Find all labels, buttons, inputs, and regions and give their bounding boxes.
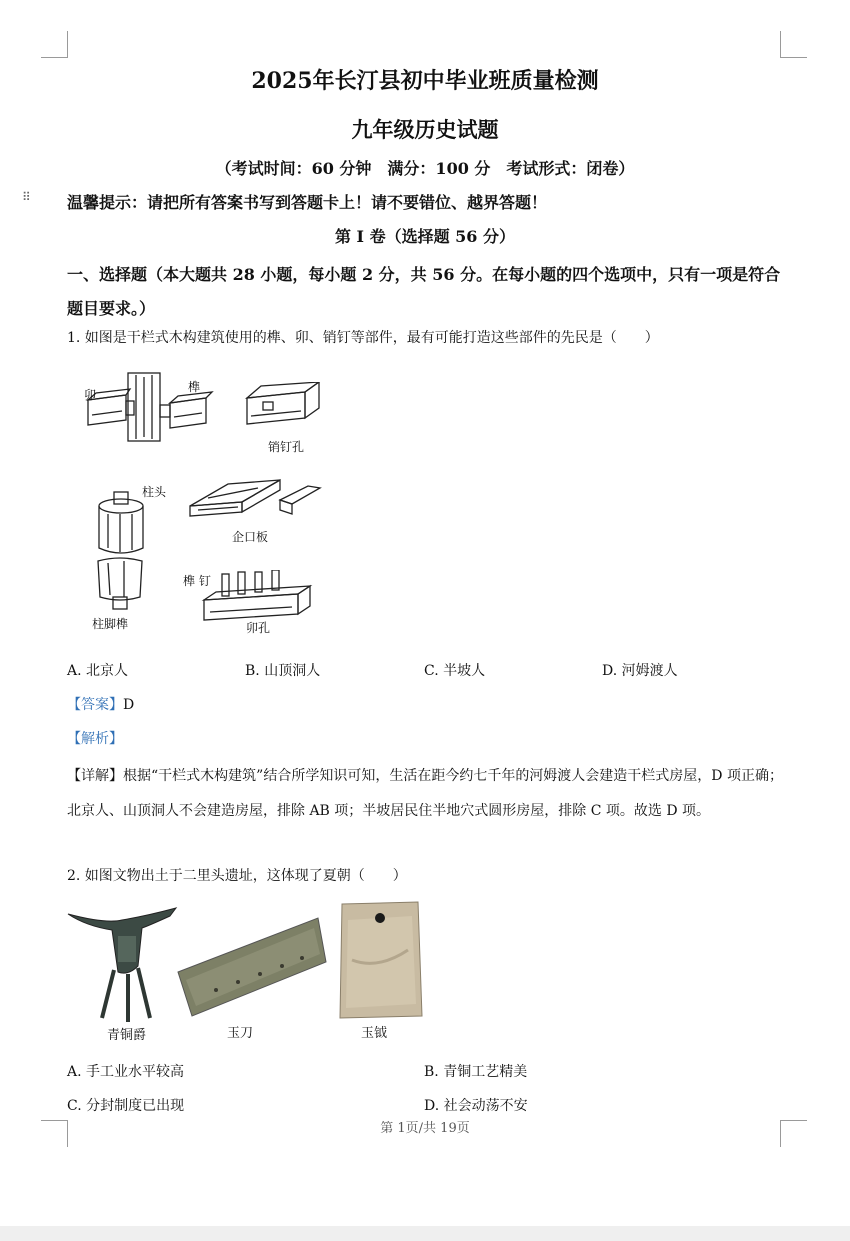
crop-mark-top-right <box>780 31 807 58</box>
crop-mark-top-left <box>41 31 68 58</box>
jade-knife-image <box>176 914 328 1018</box>
q1-option-a[interactable]: A. 北京人 <box>67 663 129 679</box>
mortise-tenon-drawing <box>78 365 218 445</box>
label-jade-knife: 玉刀 <box>227 1026 254 1041</box>
exam-subtitle: 九年级历史试题 <box>351 117 499 142</box>
q1-option-c[interactable]: C. 半坡人 <box>424 663 486 679</box>
label-bronze-jue: 青铜爵 <box>107 1028 147 1043</box>
peg-mortise-drawing <box>200 570 330 622</box>
answer-value: D <box>123 697 135 713</box>
exam-info: （考试时间：60 分钟 满分：100 分 考试形式：闭卷） <box>215 159 635 178</box>
label-pin-hole: 销钉孔 <box>268 440 305 454</box>
section-title: 第 I 卷（选择题 56 分） <box>334 227 516 246</box>
q2-option-d[interactable]: D. 社会动荡不安 <box>424 1098 528 1114</box>
q2-option-c[interactable]: C. 分封制度已出现 <box>67 1098 185 1114</box>
q2-option-b[interactable]: B. 青铜工艺精美 <box>424 1064 528 1080</box>
label-sun: 榫 <box>188 380 201 394</box>
q1-option-d[interactable]: D. 河姆渡人 <box>602 663 678 679</box>
page-number: 第 1页/共 19页 <box>380 1121 470 1136</box>
q1-analysis-tag: 【解析】 <box>67 731 123 747</box>
label-tongue-board: 企口板 <box>232 530 269 544</box>
label-jade-yue: 玉钺 <box>361 1026 388 1041</box>
q1-detail: 【详解】根据“干栏式木构建筑”结合所学知识可知，生活在距今约七千年的河姆渡人会建造干栏式房屋，D 项正确；北京人、山顶洞人不会建造房屋，排除 AB 项；半坡居民住半地穴式圆形房屋，排除 C 项。故选 D 项。 <box>67 768 783 819</box>
bronze-jue-image <box>66 906 178 1024</box>
question-1-stem: 1. 如图是干栏式木构建筑使用的榫、卯、销钉等部件，最有可能打造这些部件的先民是（ ） <box>67 330 659 346</box>
q1-option-b[interactable]: B. 山顶洞人 <box>245 663 321 679</box>
viewer-bottom-bar <box>0 1226 850 1241</box>
label-mao-hole: 卯孔 <box>246 621 271 635</box>
column-head-drawing <box>94 490 154 558</box>
label-column-foot: 柱脚榫 <box>92 617 129 631</box>
label-sun-ding: 榫 钉 <box>183 574 211 588</box>
label-column-head: 柱头 <box>142 485 167 499</box>
drag-handle-icon[interactable]: ⠿ <box>22 190 30 204</box>
exam-title: 2025年长汀县初中毕业班质量检测 <box>251 68 599 94</box>
warm-tip: 温馨提示：请把所有答案书写到答题卡上！请不要错位、越界答题！ <box>67 193 548 212</box>
column-foot-drawing <box>94 557 148 615</box>
q2-option-a[interactable]: A. 手工业水平较高 <box>67 1064 185 1080</box>
answer-tag: 【答案】 <box>67 697 123 713</box>
pin-hole-drawing <box>243 382 325 432</box>
jade-yue-image <box>338 900 424 1020</box>
label-mao: 卯 <box>84 388 97 402</box>
q1-answer <box>67 694 134 714</box>
part-heading: 一、选择题（本大题共 28 小题，每小题 2 分，共 56 分。在每小题的四个选项中，只有一项是符合题目要求。） <box>67 265 781 318</box>
tongue-board-drawing <box>188 476 324 526</box>
question-2-stem: 2. 如图文物出土于二里头遗址，这体现了夏朝（ ） <box>67 868 407 884</box>
